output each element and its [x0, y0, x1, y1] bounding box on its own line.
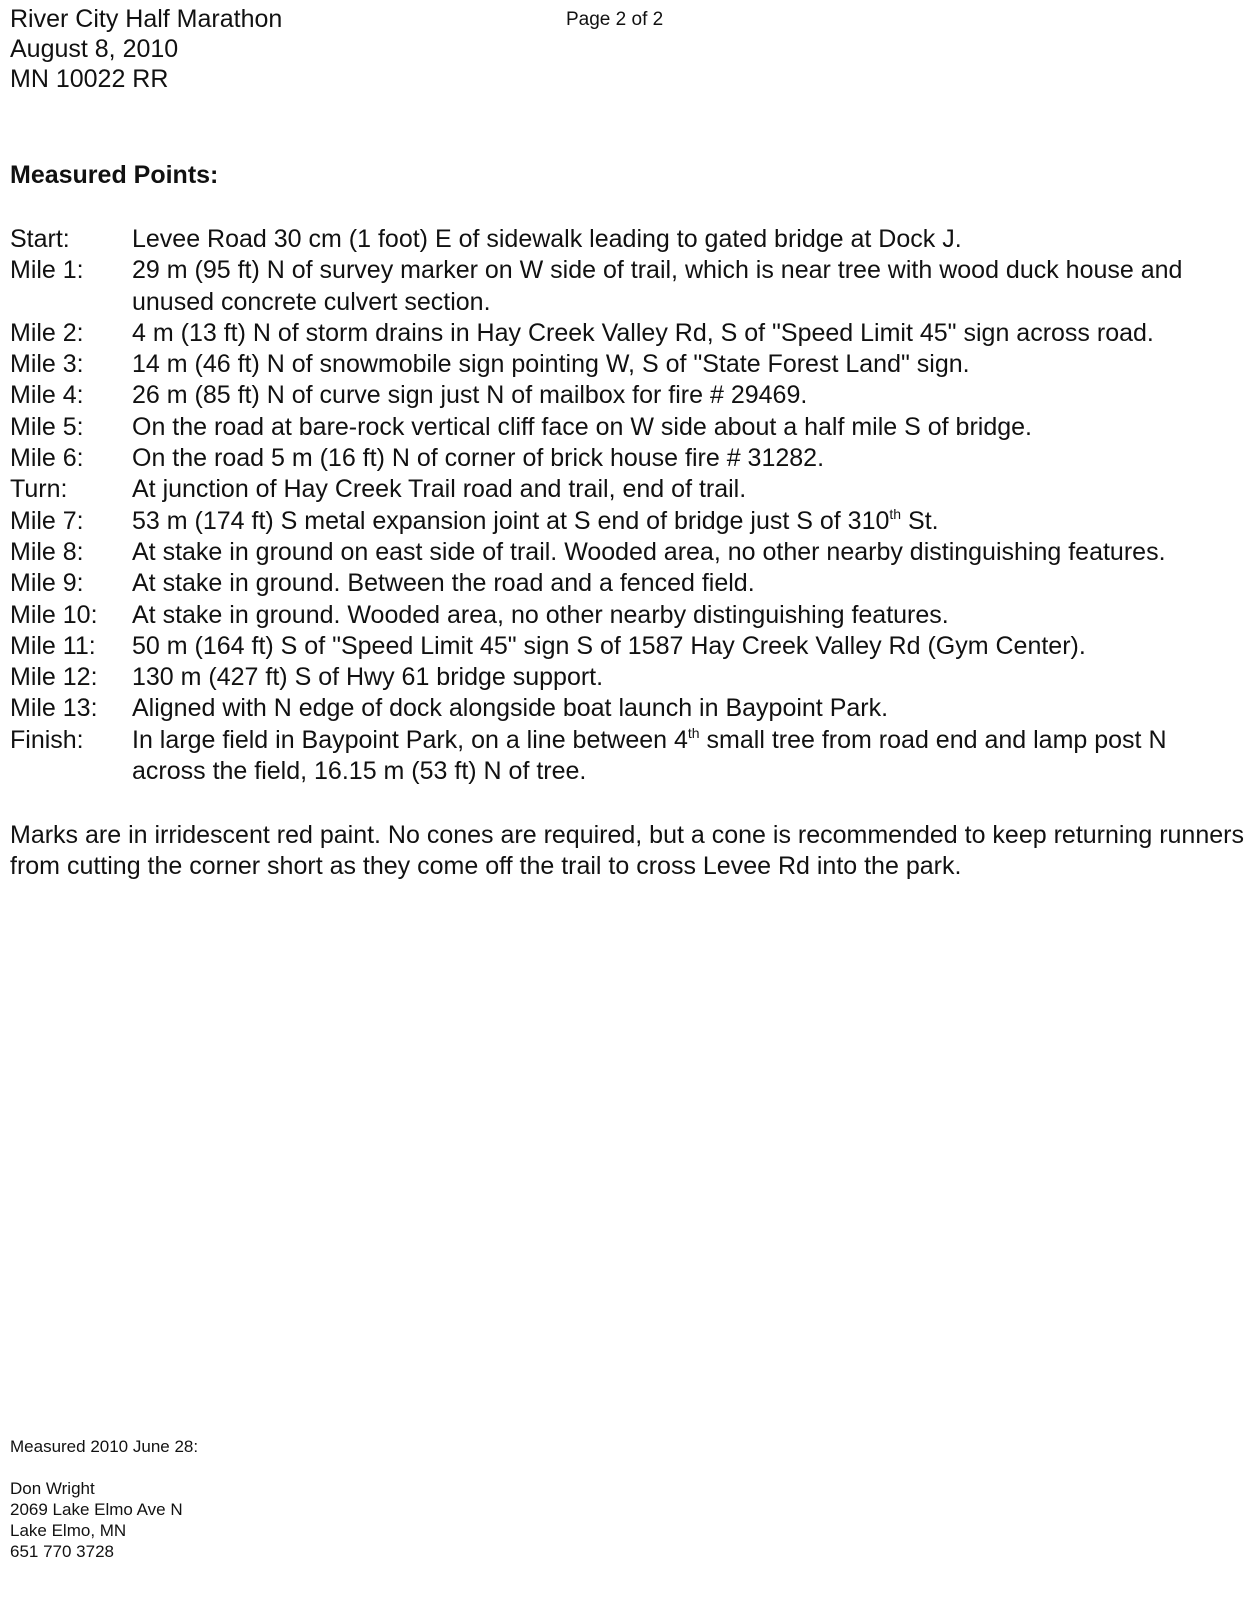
course-id: MN 10022 RR — [10, 65, 169, 93]
point-row — [10, 568, 1242, 599]
point-description: 26 m (85 ft) N of curve sign just N of mailbox for fire # 29469. — [132, 381, 808, 410]
point-description: At junction of Hay Creek Trail road and trail, end of trail. — [132, 475, 747, 504]
point-row — [10, 349, 1242, 380]
point-label: Mile 3: — [10, 350, 84, 379]
point-label: Turn: — [10, 475, 68, 504]
point-row — [10, 224, 1242, 255]
point-label: Mile 1: — [10, 256, 84, 285]
race-name: River City Half Marathon — [10, 5, 283, 33]
point-label: Mile 13: — [10, 694, 98, 723]
point-row — [10, 506, 1242, 537]
point-description: 29 m (95 ft) N of survey marker on W side of trail, which is near tree with wood duck house and unused concrete culvert section. — [132, 256, 1183, 316]
point-text-part: In large field in Baypoint Park, on a line between 4 — [132, 725, 688, 754]
point-description: At stake in ground. Between the road and a fenced field. — [132, 569, 755, 598]
point-label: Start: — [10, 225, 70, 253]
point-label: Mile 10: — [10, 600, 98, 629]
point-row — [10, 662, 1242, 693]
point-label: Mile 7: — [10, 506, 84, 535]
point-label: Mile 5: — [10, 412, 84, 441]
point-label: Mile 2: — [10, 318, 84, 347]
point-description: 4 m (13 ft) N of storm drains in Hay Creek Valley Rd, S of "Speed Limit 45" sign across road. — [132, 318, 1154, 347]
point-description: 50 m (164 ft) S of "Speed Limit 45" sign S of 1587 Hay Creek Valley Rd (Gym Center). — [132, 631, 1086, 660]
point-text-part: small tree from road end and lamp post N across the field, 16.15 m (53 ft) N of tree. — [132, 725, 1167, 786]
point-row — [10, 725, 1242, 788]
point-label: Mile 12: — [10, 663, 98, 692]
point-row — [10, 318, 1242, 349]
measured-points-list — [10, 224, 1242, 787]
point-description: At stake in ground. Wooded area, no other nearby distinguishing features. — [132, 600, 949, 629]
point-description: Aligned with N edge of dock alongside boat launch in Baypoint Park. — [132, 694, 889, 723]
point-description: 130 m (427 ft) S of Hwy 61 bridge support. — [132, 663, 604, 692]
point-description: On the road at bare-rock vertical cliff face on W side about a half mile S of bridge. — [132, 412, 1032, 441]
point-description — [132, 506, 1242, 537]
point-row — [10, 255, 1242, 318]
race-date: August 8, 2010 — [10, 35, 179, 63]
measurer-name: Don Wright — [10, 1479, 95, 1498]
point-row — [10, 380, 1242, 411]
point-text-part: 53 m (174 ft) S metal expansion joint at S end of bridge just S of 310 — [132, 506, 890, 535]
ordinal-superscript: th — [687, 724, 700, 741]
address-line-2: Lake Elmo, MN — [10, 1521, 127, 1540]
phone-number: 651 770 3728 — [10, 1542, 114, 1561]
point-text-part: St. — [901, 506, 939, 535]
point-row — [10, 537, 1242, 568]
address-line-1: 2069 Lake Elmo Ave N — [10, 1500, 183, 1519]
point-description: On the road 5 m (16 ft) N of corner of brick house fire # 31282. — [132, 444, 825, 473]
point-label: Mile 4: — [10, 381, 84, 410]
page-number: Page 2 of 2 — [566, 9, 664, 30]
measured-date: Measured 2010 June 28: — [10, 1437, 199, 1456]
point-row — [10, 443, 1242, 474]
point-row — [10, 631, 1242, 662]
point-row — [10, 474, 1242, 505]
point-description — [132, 725, 1242, 788]
marking-notes: Marks are in irridescent red paint. No cones are required, but a cone is recommended to keep returning runners from cutting the corner short as they come off the trail to cross Levee Rd into the park. — [10, 821, 1244, 881]
point-label: Mile 8: — [10, 537, 84, 566]
point-description: 14 m (46 ft) N of snowmobile sign pointing W, S of "State Forest Land" sign. — [132, 350, 970, 379]
section-title: Measured Points: — [10, 161, 219, 189]
point-description: Levee Road 30 cm (1 foot) E of sidewalk leading to gated bridge at Dock J. — [132, 225, 962, 253]
point-label: Mile 9: — [10, 569, 84, 598]
point-row — [10, 412, 1242, 443]
point-description: At stake in ground on east side of trail. Wooded area, no other nearby distinguishing features. — [132, 537, 1166, 566]
point-label: Finish: — [10, 725, 84, 754]
point-label: Mile 11: — [10, 631, 96, 660]
point-label: Mile 6: — [10, 444, 84, 473]
point-row — [10, 693, 1242, 724]
point-row — [10, 600, 1242, 631]
ordinal-superscript: th — [889, 505, 902, 522]
